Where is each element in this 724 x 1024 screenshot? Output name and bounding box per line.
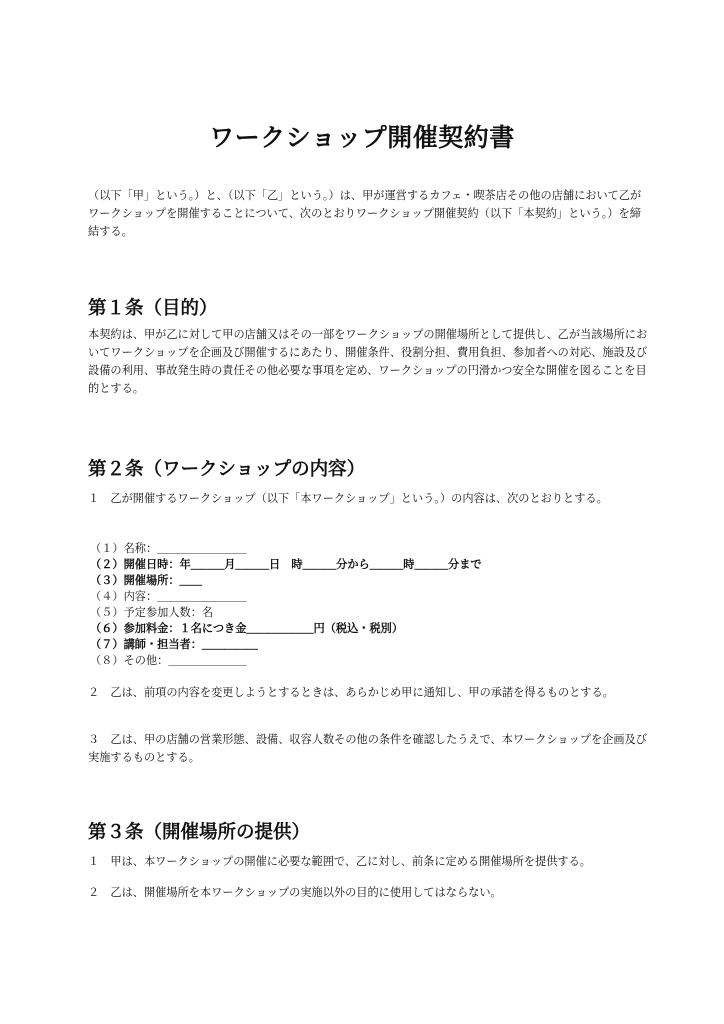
article-2-paragraph-3: ３ 乙は、甲の店舗の営業形態、設備、収容人数その他の条件を確認したうえで、本ワークショップを企画及び実施するものとする。 [88, 733, 647, 764]
article-2-heading: 第２条（ワークショップの内容） [88, 459, 366, 480]
article-3-heading: 第３条（開催場所の提供） [88, 822, 311, 843]
article-3-paragraph-1: １ 甲は、本ワークショップの開催に必要な範囲で、乙に対し、前条に定める開催場所を提供する。 [88, 855, 591, 868]
list-item: （６）参加料金：１名につき金＿＿＿＿＿＿円（税込・税別） [90, 622, 404, 635]
article-2-paragraph-2: ２ 乙は、前項の内容を変更しようとするときは、あらかじめ甲に通知し、甲の承諾を得るものとする。 [88, 686, 614, 699]
article-1-body: 本契約は、甲が乙に対して甲の店舗又はその一部をワークショップの開催場所として提供し、乙が当該場所においてワークショップを企画及び開催するにあたり、開催条件、役割分担、費用負担、参加者への対応、施設及び設備の利用、事故発生時の責任その他必要な事項を定め、ワークショップの円滑かつ安全な開催を図ることを目的とする。 [88, 328, 648, 395]
list-item: （５）予定参加人数：名 [90, 606, 214, 619]
list-item: （７）講師・担当者：＿＿＿＿＿ [90, 638, 258, 651]
intro-paragraph: （以下「甲」という。）と、（以下「乙」という。）は、甲が運営するカフェ・喫茶店その他の店舗において乙がワークショップを開催することについて、次のとおりワークショップ開催契約（以下「本契約」という。）を締結する。 [88, 189, 642, 238]
list-item: （２）開催日時：年＿＿＿月＿＿＿日 時＿＿＿分から＿＿＿時＿＿＿分まで [90, 558, 482, 571]
list-item: （４）内容：＿＿＿＿＿＿＿＿ [90, 590, 247, 603]
article-1-heading: 第１条（目的） [88, 298, 218, 319]
list-item: （１）名称：＿＿＿＿＿＿＿＿ [90, 542, 247, 555]
document-title: ワークショップ開催契約書 [209, 123, 515, 152]
article-3-paragraph-2: ２ 乙は、開催場所を本ワークショップの実施以外の目的に使用してはならない。 [88, 886, 502, 899]
article-2-paragraph-1: １ 乙が開催するワークショップ（以下「本ワークショップ」という。）の内容は、次のとおりとする。 [88, 492, 608, 505]
list-item: （８）その他：＿＿＿＿＿＿＿ [90, 654, 247, 667]
list-item: （３）開催場所：＿＿ [90, 574, 202, 587]
